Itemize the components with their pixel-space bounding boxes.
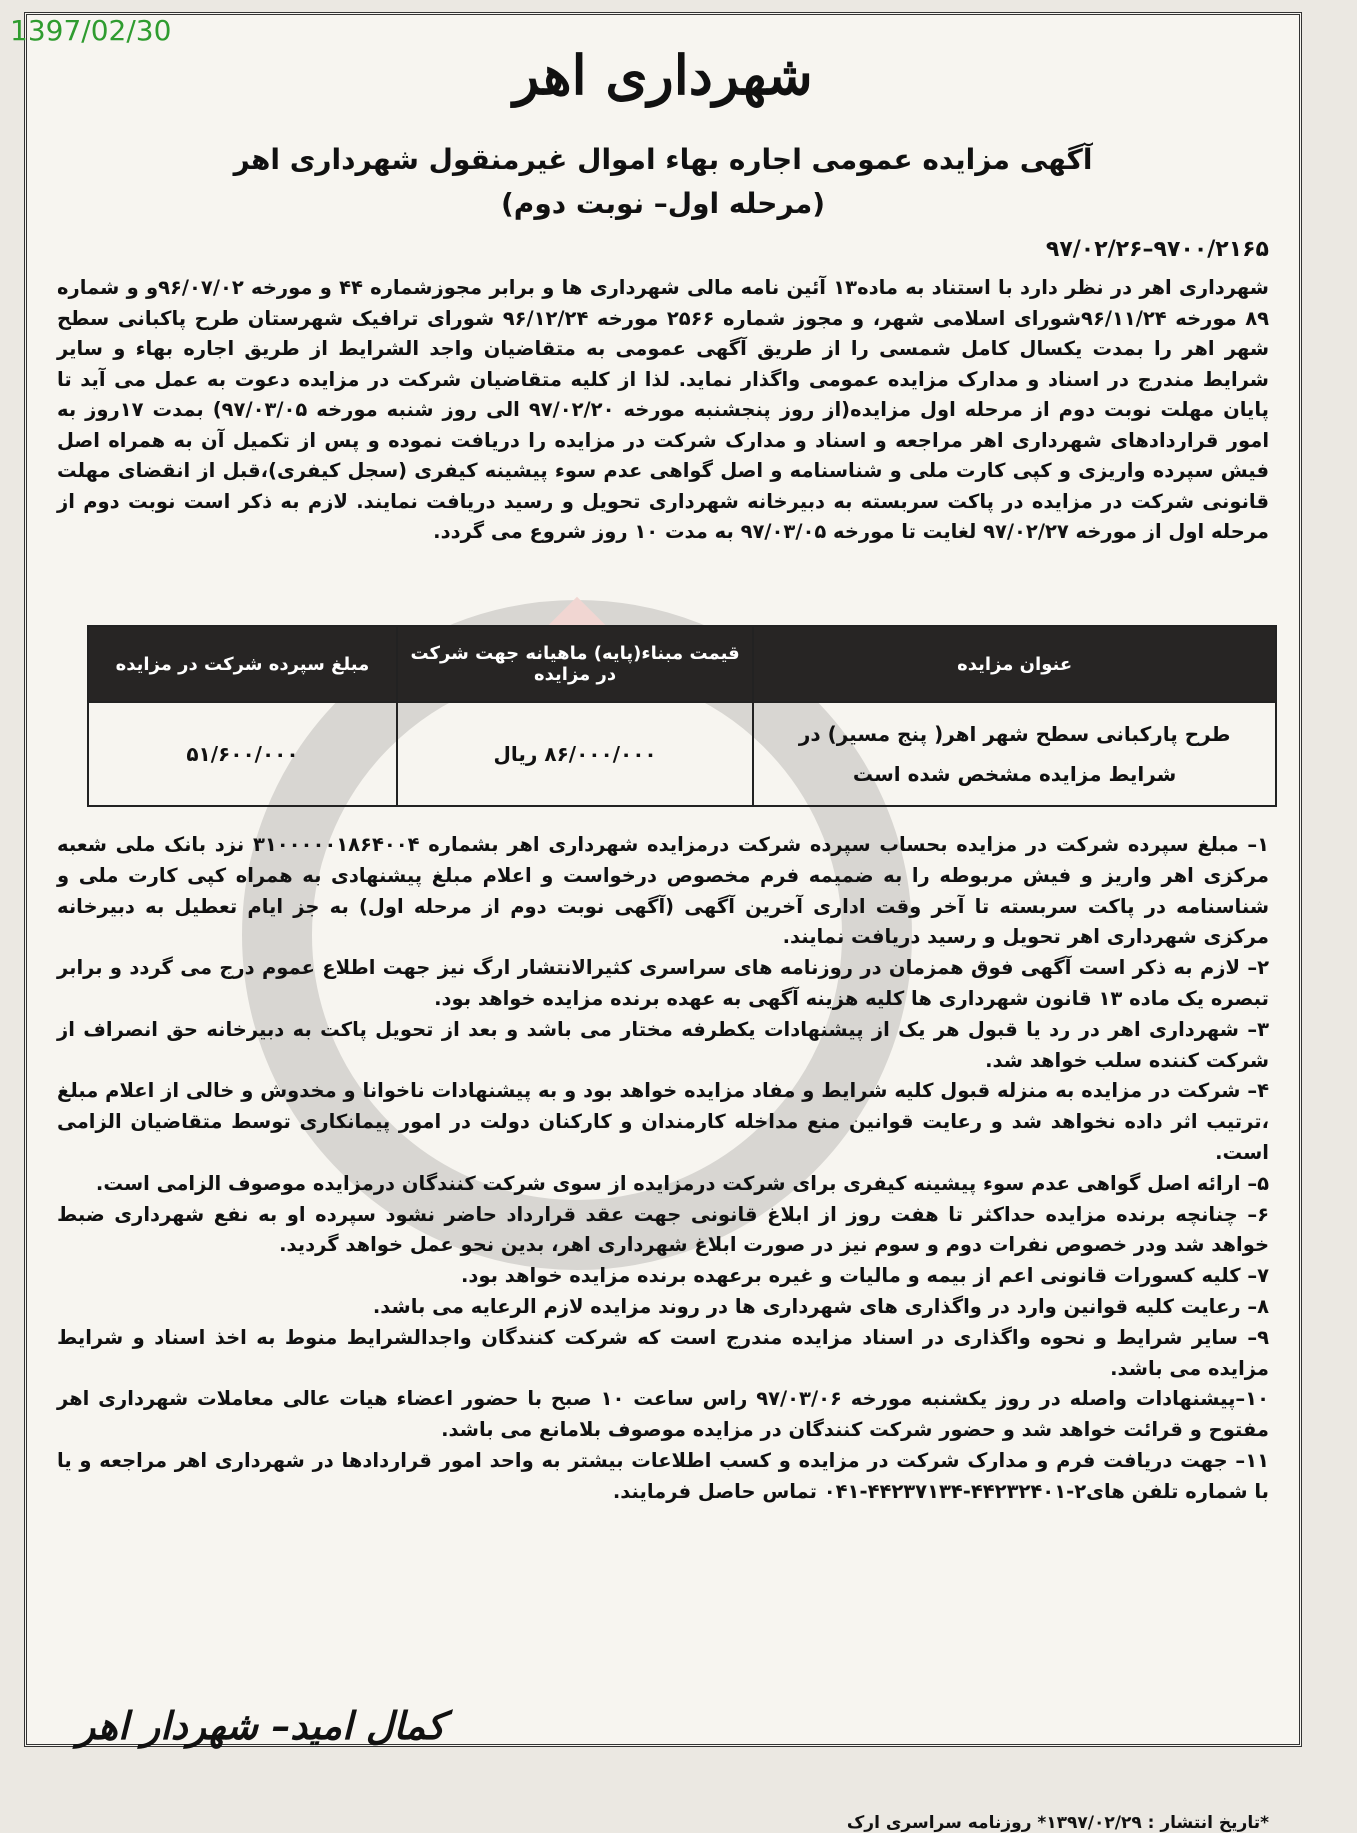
publication-date: *تاریخ انتشار : ۱۳۹۷/۰۲/۲۹* روزنامه سراسری ارک xyxy=(846,1813,1269,1833)
intro-paragraph: شهرداری اهر در نظر دارد با استناد به ماده۱۳ آئین نامه مالی شهرداری ها و برابر مجوزشماره ۴۴ و مورخه ۹۶/۰۷/۰۲و و شماره ۸۹ مورخه ۹۶/۱۱/۲۴شورای اسلامی شهر، و مجوز شماره ۲۵۶۶ مورخه ۹۶/۱۲/۲۴ شورای ترافیک شهرستان طرح پاکبانی سطح شهر اهر را بمدت یکسال کامل شمسی را از طریق آگهی عمومی به متقاضیان واجد الشرایط از طریق اجاره بهاء و سایر شرایط مندرج در اسناد و مدارک مزایده عمومی واگذار نماید. لذا از کلیه متقاضیان شرکت در مزایده دعوت به عمل می آید تا پایان مهلت نوبت دوم از مرحله اول مزایده(از روز پنجشنبه مورخه ۹۷/۰۲/۲۰ الی روز شنبه مورخه ۹۷/۰۳/۰۵) بمدت ۱۷روز به امور قراردادهای شهرداری اهر مراجعه و اسناد و مدارک شرکت در مزایده را دریافت نموده و پس از تکمیل آن به همراه اصل فیش سپرده واریزی و کپی کارت ملی و شناسنامه و اصل گواهی عدم سوء پیشینه کیفری (سجل کیفری)،قبل از انقضای مهلت قانونی شرکت در مزایده در پاکت سربسته به دبیرخانه شهرداری تحویل و رسید دریافت نمایند. لازم به ذکر است نوبت دوم از مرحله اول از مورخه ۹۷/۰۲/۲۷ لغایت تا مورخه ۹۷/۰۳/۰۵ به مدت ۱۰ روز شروع می گردد. xyxy=(57,276,1270,543)
term-item: ۸– رعایت کلیه قوانین وارد در واگذاری های شهرداری ها در روند مزایده لازم الرعایه می باشد. xyxy=(372,1294,1269,1318)
auction-table xyxy=(87,625,1277,807)
term-item: ۱۱– جهت دریافت فرم و مدارک شرکت در مزایده و کسب اطلاعات بیشتر به واحد امور قراردادها در شهرداری اهر مراجعه و یا با شماره تلفن های۲-۴۴۲۳۲۴۰۱-۴۴۲۳۷۱۳۴-۰۴۱ تماس حاصل فرمایند. xyxy=(57,1448,1269,1503)
term-item: ۷– کلیه کسورات قانونی اعم از بیمه و مالیات و غیره برعهده برنده مزایده خواهد بود. xyxy=(461,1264,1269,1288)
term-item: ۵– ارائه اصل گواهی عدم سوء پیشینه کیفری برای شرکت درمزایده از سوی شرکت کنندگان درمزایده موصوف الزامی است. xyxy=(95,1171,1269,1195)
notice-subtitle: آگهی مزایده عمومی اجاره بهاء اموال غیرمنقول شهرداری اهر xyxy=(233,143,1093,176)
page-title: شهرداری اهر xyxy=(513,43,813,107)
table-header-title: عنوان مزایده xyxy=(753,626,1276,702)
term-item: ۲– لازم به ذکر است آگهی فوق همزمان در روزنامه های سراسری کثیرالانتشار ارگ نیز جهت اطلاع عموم درج می گردد و برابر تبصره یک ماده ۱۳ قانون شهرداری ها کلیه هزینه آگهی به عهده برنده مزایده خواهد بود. xyxy=(57,956,1269,1010)
terms-list xyxy=(57,830,1269,1508)
signature: کمال امید– شهردار اهر xyxy=(77,1703,445,1748)
notice-paper xyxy=(24,12,1302,1833)
term-item: ۹– سایر شرایط و نحوه واگذاری در اسناد مزایده مندرج است که شرکت کنندگان واجدالشرایط منوط به اخذ اسناد و شرایط مزایده می باشد. xyxy=(57,1325,1269,1380)
term-item: ۴– شرکت در مزایده به منزله قبول کلیه شرایط و مفاد مزایده خواهد بود و به پیشنهادات ناخوانا و مخدوش و خالی از اعلام مبلغ ،ترتیب اثر داده نخواهد شد و رعایت قوانین منع مداخله کارمندان و کارکنان دولت در امور پیمانکاری توسط متقاضیان الزامی است. xyxy=(57,1079,1269,1164)
deposit-cell: ۵۱/۶۰۰/۰۰۰ xyxy=(88,702,397,806)
term-item: ۱– مبلغ سپرده شرکت در مزایده بحساب سپرده شرکت درمزایده شهرداری اهر بشماره ۳۱۰۰۰۰۰۱۸۶۴۰۰۴ نزد بانک ملی شعبه مرکزی اهر واریز و فیش مربوطه را به ضمیمه فرم مخصوص درخواست و اعلام مبلغ پیشنهادی به همراه کپی کارت ملی و شناسنامه در پاکت سربسته تا آخر وقت اداری آخرین آگهی (آگهی نوبت دوم از مرحله اول) به جز ایام تعطیل به دبیرخانه مرکزی شهرداری اهر تحویل و رسید دریافت نمایند. xyxy=(57,833,1270,949)
base-price-cell: ۸۶/۰۰۰/۰۰۰ ریال xyxy=(397,702,753,806)
term-item: ۱۰–پیشنهادات واصله در روز یکشنبه مورخه ۹۷/۰۳/۰۶ راس ساعت ۱۰ صبح با حضور اعضاء هیات عالی معاملات شهرداری اهر مفتوح و قرائت خواهد شد و حضور شرکت کنندگان در مزایده موصوف بلامانع می باشد. xyxy=(57,1387,1269,1442)
table-row xyxy=(88,702,1276,806)
notice-stage: (مرحله اول– نوبت دوم) xyxy=(501,187,825,220)
table-header-deposit: مبلغ سپرده شرکت در مزایده xyxy=(88,626,397,702)
term-item: ۶– چنانچه برنده مزایده حداکثر تا هفت روز از ابلاغ قانونی جهت عقد قرارداد حاضر نشود سپرده او به نفع شهرداری ضبط خواهد شد ودر خصوص نفرات دوم و سوم نیز در صورت ابلاغ شهرداری اهر، بدین نحو عمل خواهد گردید. xyxy=(57,1202,1269,1257)
table-header-base-price: قیمت مبناء(پایه) ماهیانه جهت شرکت در مزایده xyxy=(397,626,753,702)
auction-title-cell: طرح پارکبانی سطح شهر اهر( پنج مسیر) در شرایط مزایده مشخص شده است xyxy=(753,702,1276,806)
reference-number: ۹۷۰۰/۲۱۶۵–۹۷/۰۲/۲۶ xyxy=(1045,237,1269,262)
date-stamp: 1397/02/30 xyxy=(10,14,172,47)
term-item: ۳– شهرداری اهر در رد یا قبول هر یک از پیشنهادات یکطرفه مختار می باشد و بعد از تحویل پاکت به دبیرخانه حق انصراف از شرکت کننده سلب خواهد شد. xyxy=(57,1017,1269,1072)
